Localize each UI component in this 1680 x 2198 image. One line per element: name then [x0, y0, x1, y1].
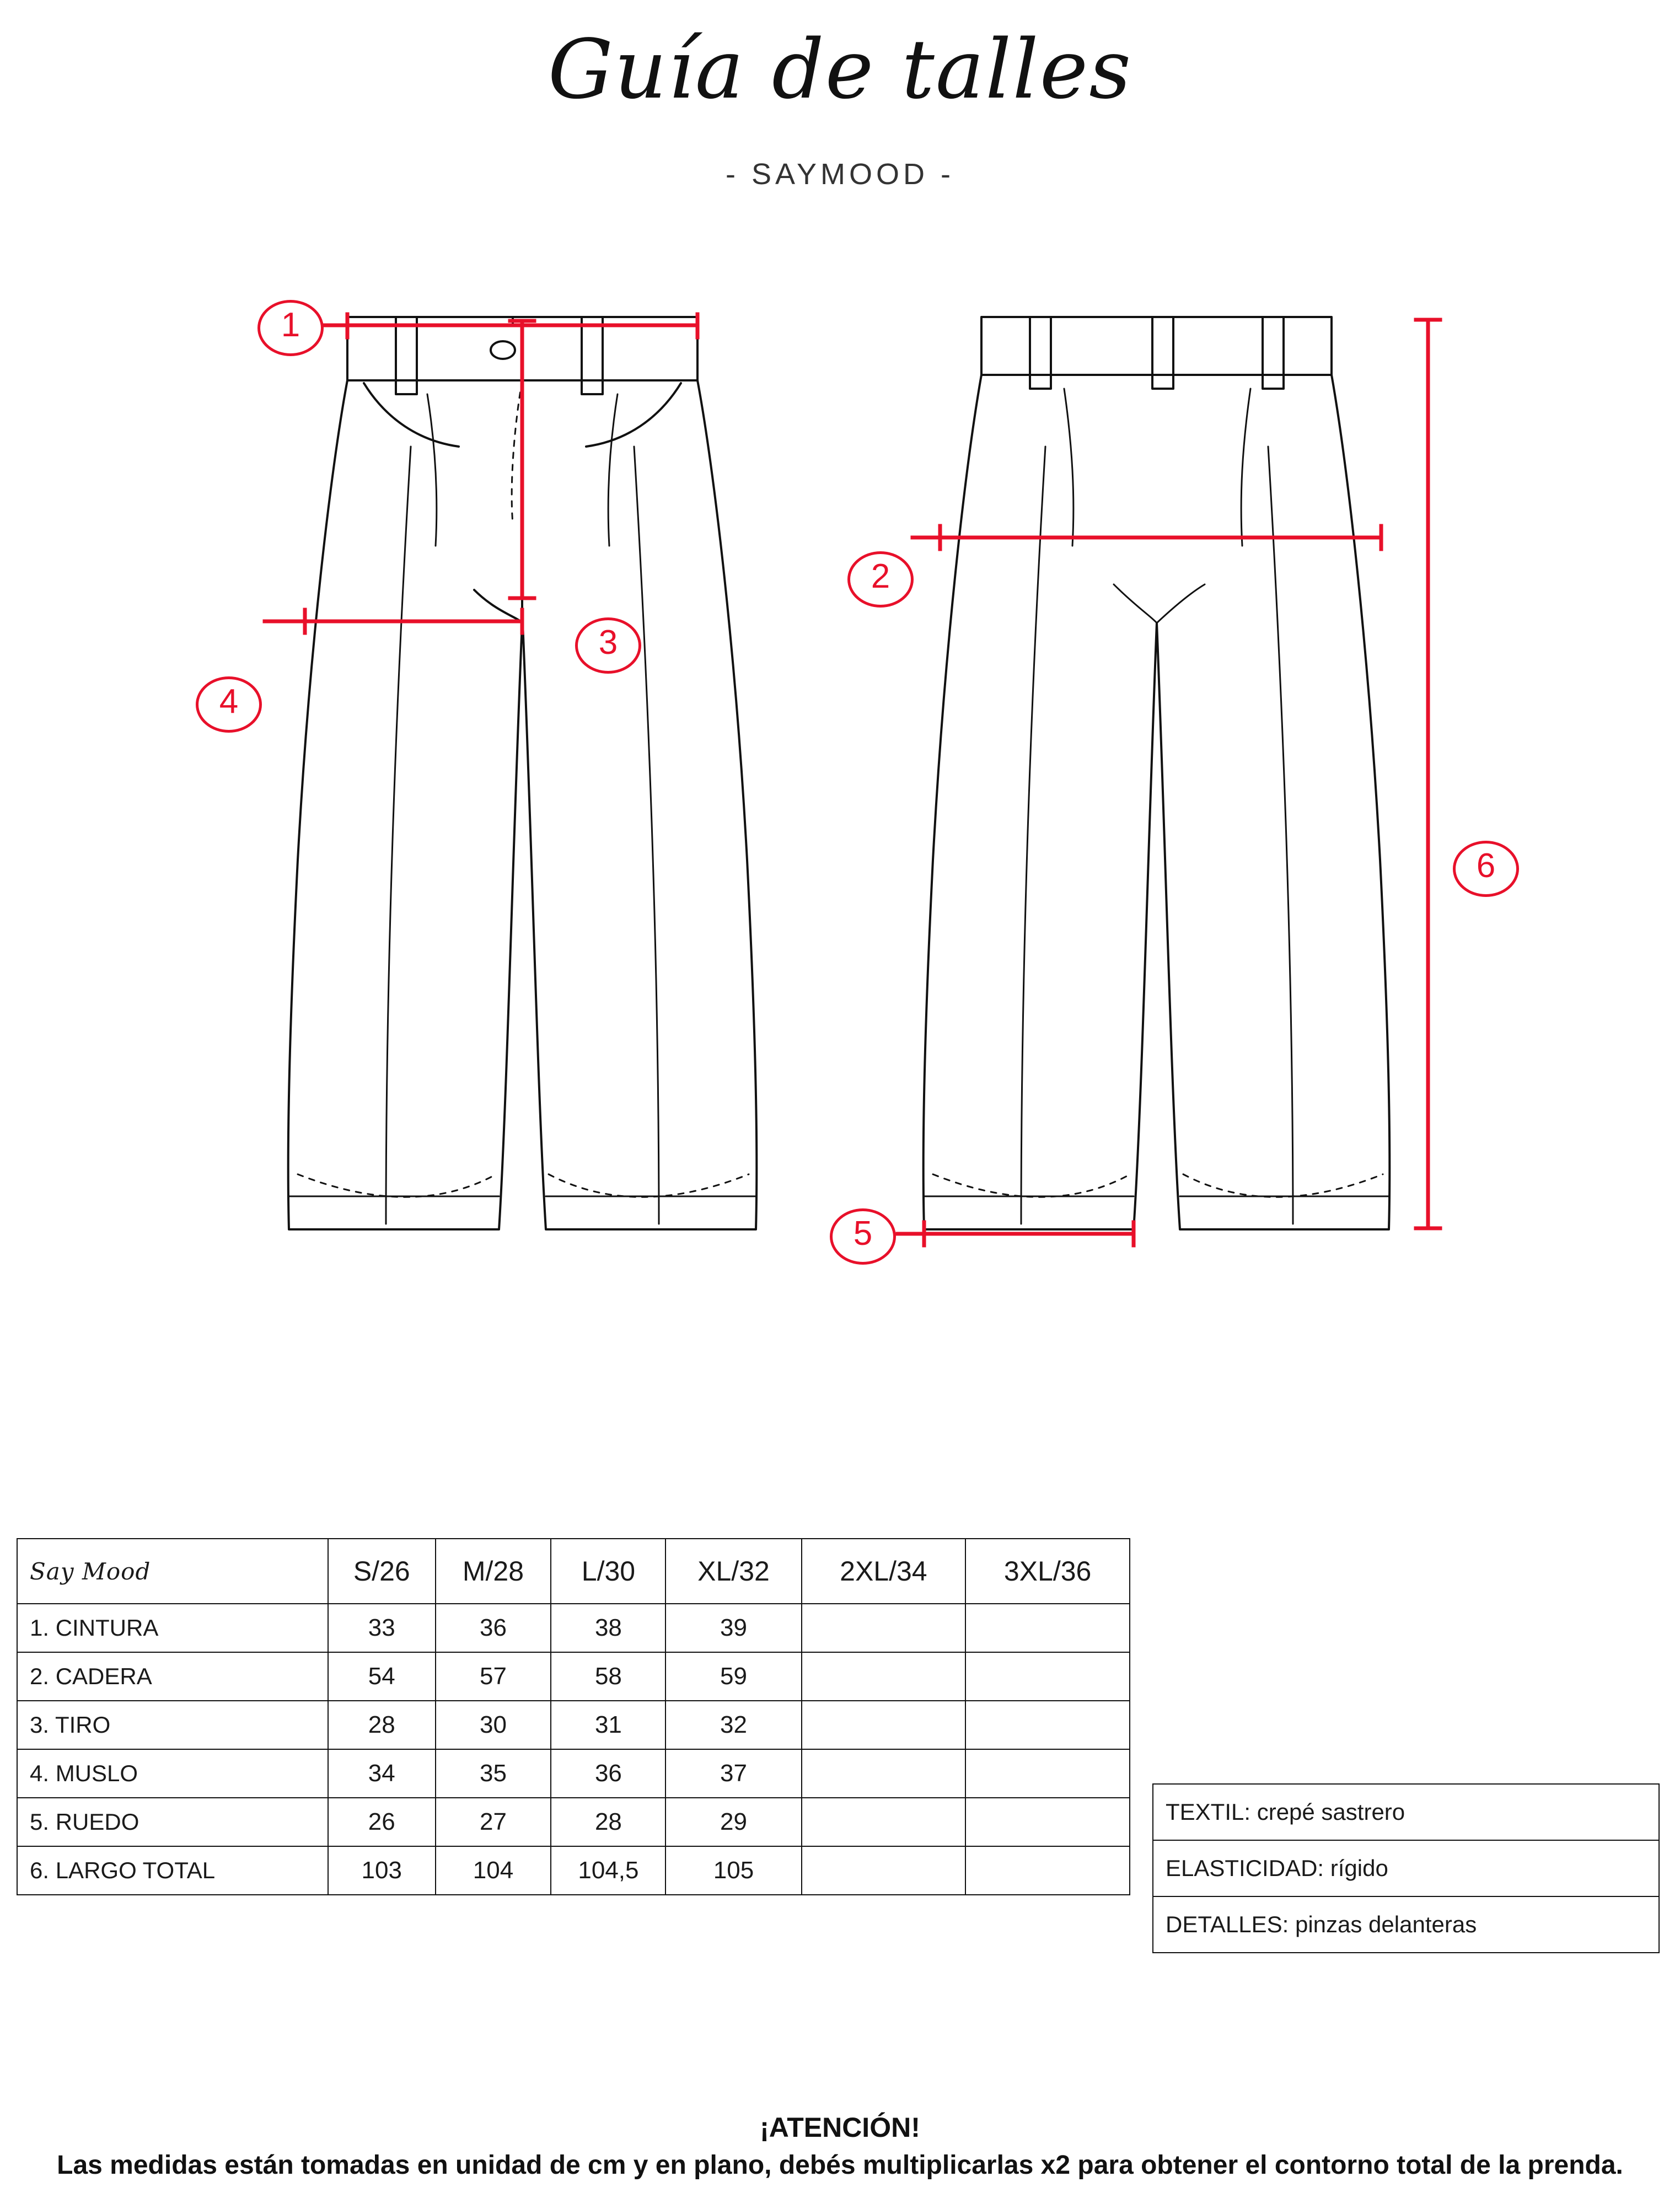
row-label-cintura: 1. CINTURA	[17, 1604, 328, 1652]
cell-muslo-2xl	[802, 1749, 966, 1798]
column-header-xl: XL/32	[665, 1539, 801, 1604]
callout-1: 1	[257, 300, 324, 356]
row-label-ruedo: 5. RUEDO	[17, 1798, 328, 1846]
info-textil: TEXTIL: crepé sastrero	[1153, 1784, 1659, 1840]
cell-cintura-2xl	[802, 1604, 966, 1652]
column-header-2xl: 2XL/34	[802, 1539, 966, 1604]
callout-5: 5	[830, 1208, 896, 1265]
cell-ruedo-s: 26	[328, 1798, 436, 1846]
cell-cadera-m: 57	[436, 1652, 551, 1701]
cell-largo-xl: 105	[665, 1846, 801, 1895]
cell-muslo-m: 35	[436, 1749, 551, 1798]
cell-muslo-xl: 37	[665, 1749, 801, 1798]
table-row	[17, 1604, 1130, 1652]
info-detalles: DETALLES: pinzas delanteras	[1153, 1896, 1659, 1953]
callout-2: 2	[847, 551, 914, 608]
brand-logo-cell: Say Mood	[17, 1539, 328, 1604]
column-header-s: S/26	[328, 1539, 436, 1604]
cell-tiro-m: 30	[436, 1701, 551, 1749]
cell-ruedo-3xl	[965, 1798, 1130, 1846]
cell-tiro-2xl	[802, 1701, 966, 1749]
cell-cadera-s: 54	[328, 1652, 436, 1701]
cell-cintura-3xl	[965, 1604, 1130, 1652]
footer-note	[0, 2111, 1680, 2180]
cell-largo-l: 104,5	[551, 1846, 665, 1895]
cell-tiro-3xl	[965, 1701, 1130, 1749]
table-row	[17, 1652, 1130, 1701]
cell-largo-3xl	[965, 1846, 1130, 1895]
cell-tiro-xl: 32	[665, 1701, 801, 1749]
cell-ruedo-l: 28	[551, 1798, 665, 1846]
cell-largo-m: 104	[436, 1846, 551, 1895]
table-header-row	[17, 1539, 1130, 1604]
table-row	[17, 1749, 1130, 1798]
cell-ruedo-2xl	[802, 1798, 966, 1846]
table-row	[17, 1846, 1130, 1895]
cell-muslo-3xl	[965, 1749, 1130, 1798]
row-label-cadera: 2. CADERA	[17, 1652, 328, 1701]
cell-muslo-l: 36	[551, 1749, 665, 1798]
cell-tiro-s: 28	[328, 1701, 436, 1749]
callout-3: 3	[575, 617, 641, 674]
brand-subtitle: - SAYMOOD -	[725, 158, 954, 191]
cell-largo-s: 103	[328, 1846, 436, 1895]
table-row	[17, 1701, 1130, 1749]
row-label-largo-total: 6. LARGO TOTAL	[17, 1846, 328, 1895]
page-title: Guía de talles	[548, 22, 1132, 117]
fabric-info-table	[1152, 1783, 1660, 1953]
column-header-m: M/28	[436, 1539, 551, 1604]
info-row-detalles	[1153, 1896, 1659, 1953]
info-row-textil	[1153, 1784, 1659, 1840]
callout-6: 6	[1453, 841, 1519, 897]
cell-tiro-l: 31	[551, 1701, 665, 1749]
cell-cintura-l: 38	[551, 1604, 665, 1652]
cell-largo-2xl	[802, 1846, 966, 1895]
info-elasticidad: ELASTICIDAD: rígido	[1153, 1840, 1659, 1896]
cell-cintura-xl: 39	[665, 1604, 801, 1652]
cell-cadera-2xl	[802, 1652, 966, 1701]
cell-cintura-m: 36	[436, 1604, 551, 1652]
row-label-muslo: 4. MUSLO	[17, 1749, 328, 1798]
column-header-3xl: 3XL/36	[965, 1539, 1130, 1604]
callout-4: 4	[196, 676, 262, 733]
cell-cintura-s: 33	[328, 1604, 436, 1652]
garment-illustration	[0, 237, 1680, 1494]
cell-ruedo-xl: 29	[665, 1798, 801, 1846]
table-row	[17, 1798, 1130, 1846]
info-row-elasticidad	[1153, 1840, 1659, 1896]
column-header-l: L/30	[551, 1539, 665, 1604]
cell-cadera-l: 58	[551, 1652, 665, 1701]
size-table	[17, 1538, 1130, 1895]
cell-cadera-3xl	[965, 1652, 1130, 1701]
cell-muslo-s: 34	[328, 1749, 436, 1798]
row-label-tiro: 3. TIRO	[17, 1701, 328, 1749]
measurement-note: Las medidas están tomadas en unidad de cm y en plano, debés multiplicarlas x2 para obtener el contorno total de la prenda.	[57, 2151, 1623, 2180]
attention-heading: ¡ATENCIÓN!	[760, 2112, 920, 2143]
cell-ruedo-m: 27	[436, 1798, 551, 1846]
cell-cadera-xl: 59	[665, 1652, 801, 1701]
